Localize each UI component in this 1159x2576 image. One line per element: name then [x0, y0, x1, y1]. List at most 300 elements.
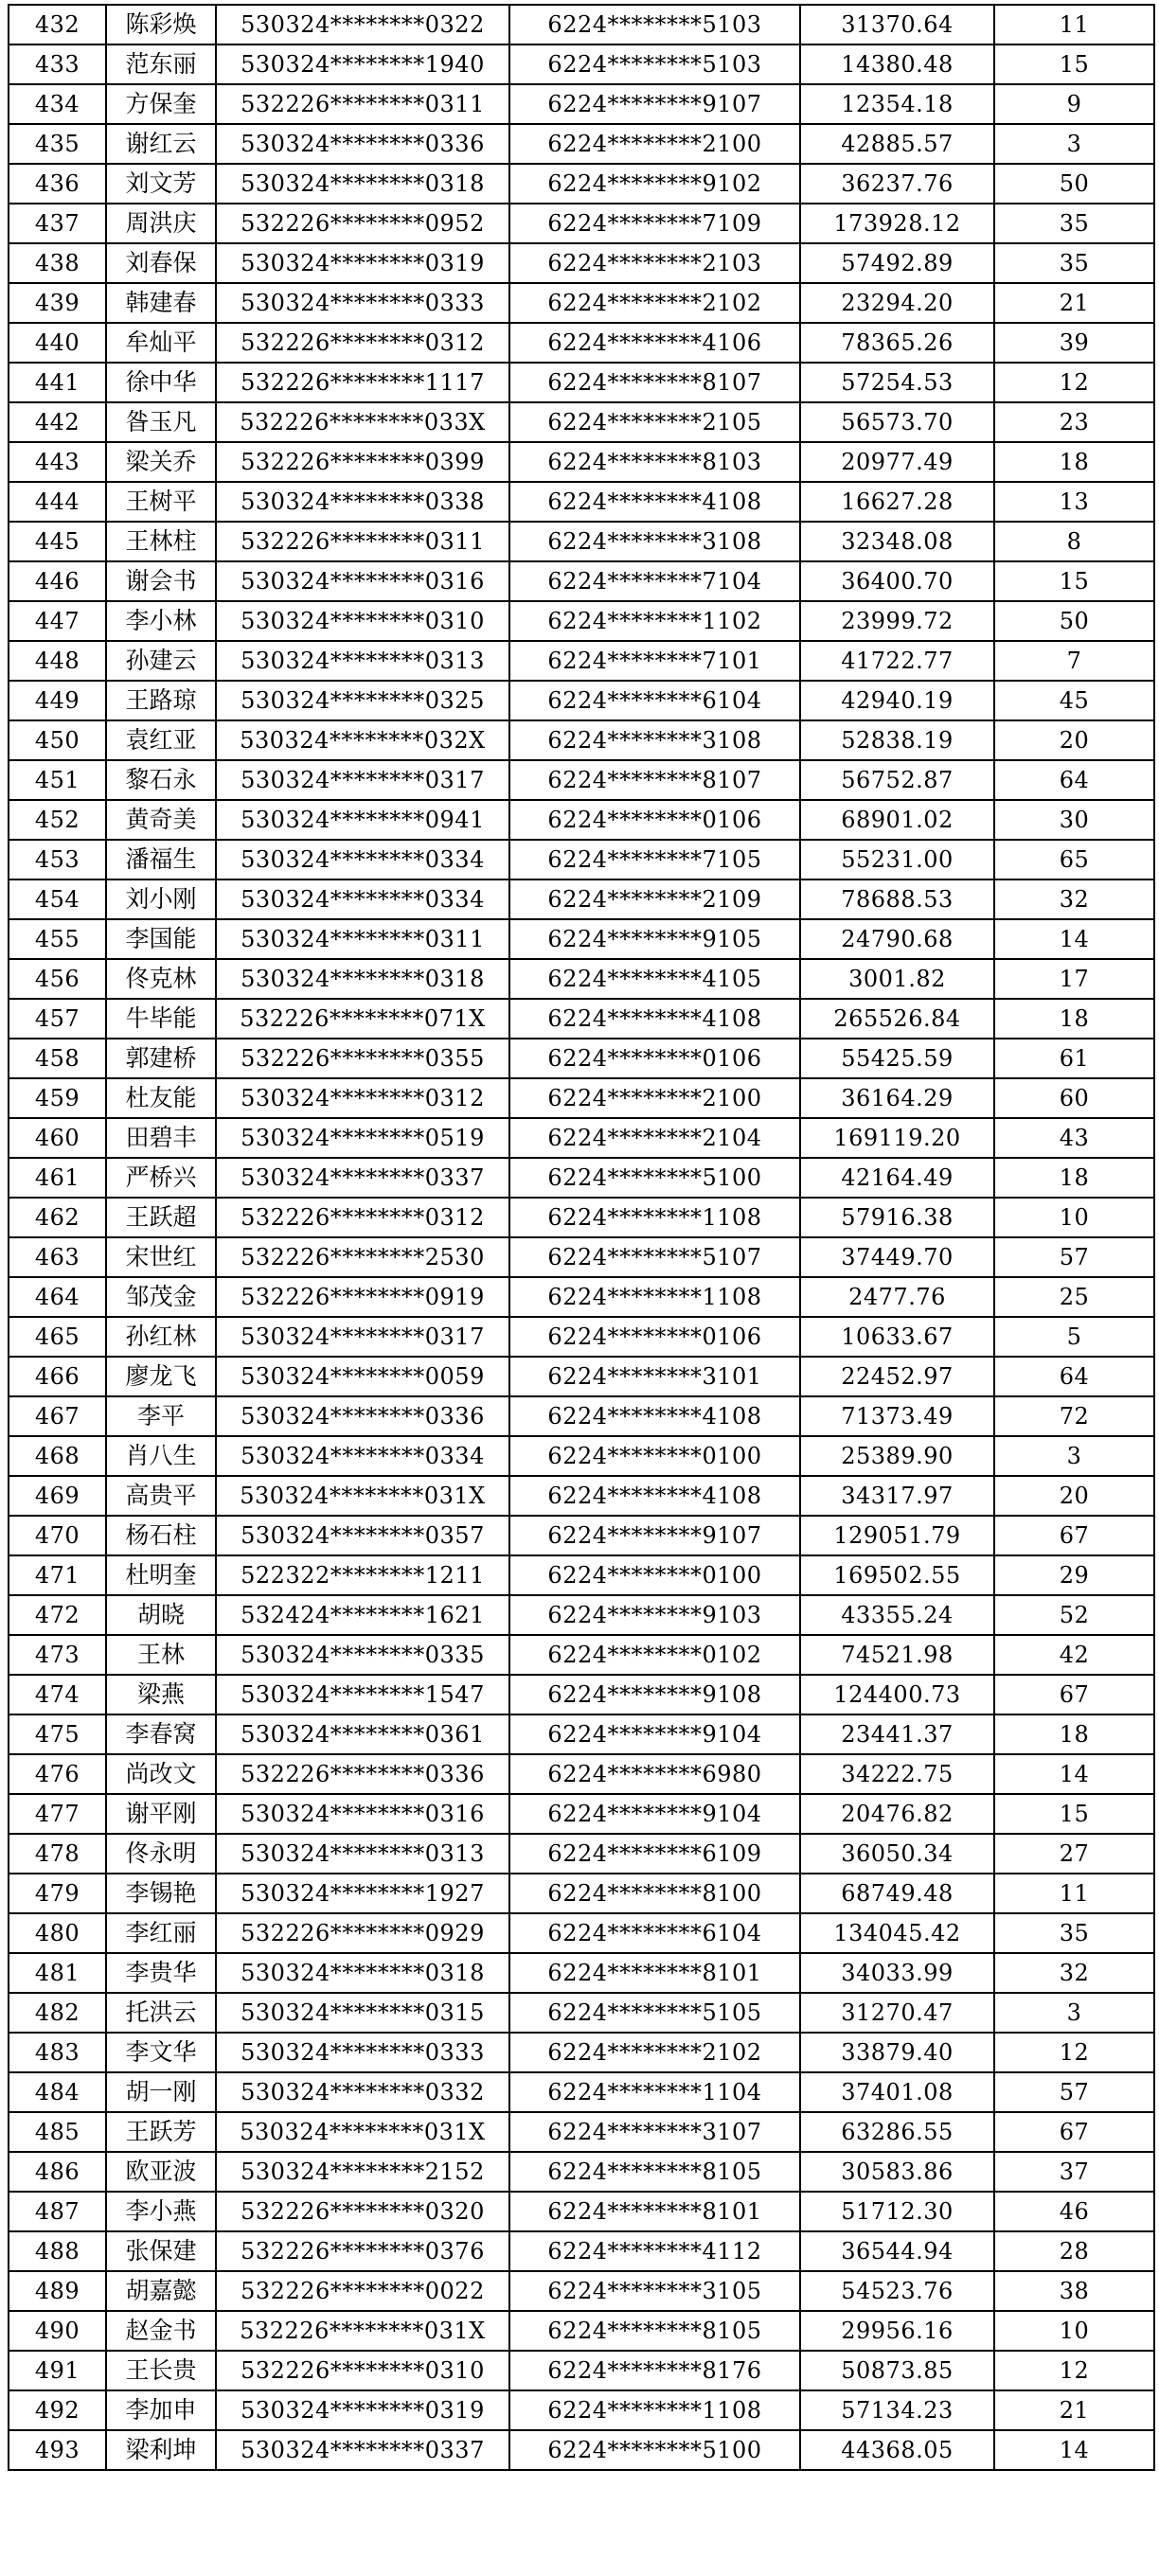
cell-name: 谢红云 — [106, 124, 216, 164]
cell-serial-number: 447 — [9, 601, 106, 641]
cell-name: 肖八生 — [106, 1436, 216, 1476]
cell-amount: 36050.34 — [800, 1834, 994, 1874]
cell-card-number: 6224********0100 — [509, 1436, 800, 1476]
cell-serial-number: 471 — [9, 1555, 106, 1595]
cell-amount: 68749.48 — [800, 1874, 994, 1913]
cell-serial-number: 456 — [9, 959, 106, 999]
cell-card-number: 6224********4105 — [509, 959, 800, 999]
cell-serial-number: 453 — [9, 840, 106, 879]
cell-serial-number: 487 — [9, 2192, 106, 2231]
cell-id-number: 532226********033X — [216, 402, 509, 442]
cell-amount: 169119.20 — [800, 1118, 994, 1158]
cell-amount: 36164.29 — [800, 1078, 994, 1118]
cell-amount: 54523.76 — [800, 2271, 994, 2311]
cell-name: 陈彩焕 — [106, 5, 216, 44]
table-row — [9, 442, 1154, 482]
cell-count: 14 — [994, 2430, 1154, 2470]
cell-count: 38 — [994, 2271, 1154, 2311]
cell-name: 谢会书 — [106, 561, 216, 601]
table-row — [9, 919, 1154, 959]
cell-id-number: 532226********0312 — [216, 323, 509, 363]
cell-count: 3 — [994, 124, 1154, 164]
cell-serial-number: 493 — [9, 2430, 106, 2470]
table-row — [9, 84, 1154, 124]
cell-serial-number: 440 — [9, 323, 106, 363]
table-row — [9, 2430, 1154, 2470]
cell-amount: 31270.47 — [800, 1993, 994, 2033]
cell-count: 30 — [994, 800, 1154, 840]
cell-id-number: 530324********1940 — [216, 44, 509, 84]
table-row — [9, 243, 1154, 283]
cell-card-number: 6224********3101 — [509, 1357, 800, 1396]
table-row — [9, 5, 1154, 44]
cell-amount: 68901.02 — [800, 800, 994, 840]
cell-serial-number: 462 — [9, 1198, 106, 1237]
cell-card-number: 6224********3107 — [509, 2112, 800, 2152]
table-row — [9, 561, 1154, 601]
table-row — [9, 363, 1154, 402]
table-row — [9, 1754, 1154, 1794]
cell-card-number: 6224********9103 — [509, 1595, 800, 1635]
cell-card-number: 6224********2100 — [509, 124, 800, 164]
cell-amount: 42940.19 — [800, 681, 994, 720]
table-row — [9, 2231, 1154, 2271]
cell-name: 王林柱 — [106, 522, 216, 561]
cell-serial-number: 467 — [9, 1396, 106, 1436]
cell-count: 64 — [994, 1357, 1154, 1396]
cell-name: 托洪云 — [106, 1993, 216, 2033]
cell-id-number: 530324********1547 — [216, 1675, 509, 1714]
cell-card-number: 6224********1108 — [509, 2390, 800, 2430]
cell-card-number: 6224********9102 — [509, 164, 800, 204]
table-row — [9, 124, 1154, 164]
cell-name: 李小燕 — [106, 2192, 216, 2231]
cell-serial-number: 472 — [9, 1595, 106, 1635]
cell-serial-number: 457 — [9, 999, 106, 1039]
cell-id-number: 530324********0313 — [216, 641, 509, 681]
cell-name: 郭建桥 — [106, 1039, 216, 1078]
cell-serial-number: 490 — [9, 2311, 106, 2351]
cell-serial-number: 479 — [9, 1874, 106, 1913]
cell-id-number: 530324********0333 — [216, 2033, 509, 2072]
cell-card-number: 6224********0106 — [509, 1317, 800, 1357]
cell-card-number: 6224********0102 — [509, 1635, 800, 1675]
cell-card-number: 6224********9104 — [509, 1794, 800, 1834]
table-row — [9, 2351, 1154, 2390]
cell-name: 梁关乔 — [106, 442, 216, 482]
cell-name: 孙建云 — [106, 641, 216, 681]
cell-card-number: 6224********8107 — [509, 760, 800, 800]
cell-card-number: 6224********0106 — [509, 1039, 800, 1078]
cell-card-number: 6224********4106 — [509, 323, 800, 363]
cell-id-number: 530324********0334 — [216, 1436, 509, 1476]
table-row — [9, 1078, 1154, 1118]
cell-amount: 74521.98 — [800, 1635, 994, 1675]
cell-amount: 2477.76 — [800, 1277, 994, 1317]
cell-count: 20 — [994, 1476, 1154, 1516]
cell-amount: 78365.26 — [800, 323, 994, 363]
table-row — [9, 800, 1154, 840]
cell-id-number: 530324********0338 — [216, 482, 509, 522]
cell-count: 8 — [994, 522, 1154, 561]
table-row — [9, 1794, 1154, 1834]
cell-amount: 3001.82 — [800, 959, 994, 999]
cell-count: 15 — [994, 44, 1154, 84]
table-row — [9, 323, 1154, 363]
cell-serial-number: 451 — [9, 760, 106, 800]
cell-serial-number: 483 — [9, 2033, 106, 2072]
cell-id-number: 530324********032X — [216, 720, 509, 760]
cell-name: 孙红林 — [106, 1317, 216, 1357]
cell-id-number: 530324********0316 — [216, 1794, 509, 1834]
cell-card-number: 6224********5105 — [509, 1993, 800, 2033]
cell-serial-number: 442 — [9, 402, 106, 442]
cell-card-number: 6224********8176 — [509, 2351, 800, 2390]
cell-name: 潘福生 — [106, 840, 216, 879]
cell-id-number: 530324********0316 — [216, 561, 509, 601]
cell-serial-number: 492 — [9, 2390, 106, 2430]
cell-card-number: 6224********2102 — [509, 2033, 800, 2072]
table-row — [9, 1476, 1154, 1516]
cell-id-number: 532226********1117 — [216, 363, 509, 402]
cell-amount: 24790.68 — [800, 919, 994, 959]
cell-name: 杜友能 — [106, 1078, 216, 1118]
cell-serial-number: 435 — [9, 124, 106, 164]
cell-amount: 56752.87 — [800, 760, 994, 800]
cell-serial-number: 454 — [9, 879, 106, 919]
cell-count: 18 — [994, 999, 1154, 1039]
cell-name: 杜明奎 — [106, 1555, 216, 1595]
cell-serial-number: 484 — [9, 2072, 106, 2112]
table-row — [9, 1595, 1154, 1635]
cell-count: 39 — [994, 323, 1154, 363]
cell-amount: 52838.19 — [800, 720, 994, 760]
cell-amount: 16627.28 — [800, 482, 994, 522]
table-row — [9, 1198, 1154, 1237]
cell-name: 方保奎 — [106, 84, 216, 124]
table-row — [9, 1993, 1154, 2033]
cell-id-number: 532226********071X — [216, 999, 509, 1039]
cell-id-number: 530324********0361 — [216, 1714, 509, 1754]
cell-card-number: 6224********1108 — [509, 1198, 800, 1237]
cell-id-number: 530324********0335 — [216, 1635, 509, 1675]
cell-card-number: 6224********2109 — [509, 879, 800, 919]
cell-card-number: 6224********9104 — [509, 1714, 800, 1754]
cell-serial-number: 443 — [9, 442, 106, 482]
cell-id-number: 530324********0310 — [216, 601, 509, 641]
cell-name: 刘春保 — [106, 243, 216, 283]
cell-count: 17 — [994, 959, 1154, 999]
cell-serial-number: 488 — [9, 2231, 106, 2271]
cell-name: 王林 — [106, 1635, 216, 1675]
cell-count: 72 — [994, 1396, 1154, 1436]
cell-name: 韩建春 — [106, 283, 216, 323]
table-row — [9, 879, 1154, 919]
cell-count: 10 — [994, 1198, 1154, 1237]
table-row — [9, 1516, 1154, 1555]
cell-name: 李贵华 — [106, 1953, 216, 1993]
cell-card-number: 6224********1108 — [509, 1277, 800, 1317]
table-row — [9, 164, 1154, 204]
cell-amount: 56573.70 — [800, 402, 994, 442]
cell-amount: 34222.75 — [800, 1754, 994, 1794]
cell-amount: 20476.82 — [800, 1794, 994, 1834]
cell-id-number: 530324********0318 — [216, 959, 509, 999]
cell-serial-number: 436 — [9, 164, 106, 204]
cell-serial-number: 448 — [9, 641, 106, 681]
cell-count: 23 — [994, 402, 1154, 442]
cell-card-number: 6224********2102 — [509, 283, 800, 323]
cell-id-number: 530324********0315 — [216, 1993, 509, 2033]
cell-amount: 37401.08 — [800, 2072, 994, 2112]
cell-serial-number: 478 — [9, 1834, 106, 1874]
cell-count: 32 — [994, 1953, 1154, 1993]
cell-amount: 25389.90 — [800, 1436, 994, 1476]
cell-serial-number: 464 — [9, 1277, 106, 1317]
cell-id-number: 530324********031X — [216, 2112, 509, 2152]
cell-name: 王跃超 — [106, 1198, 216, 1237]
cell-amount: 169502.55 — [800, 1555, 994, 1595]
cell-serial-number: 444 — [9, 482, 106, 522]
cell-count: 61 — [994, 1039, 1154, 1078]
cell-name: 严桥兴 — [106, 1158, 216, 1198]
cell-card-number: 6224********8101 — [509, 1953, 800, 1993]
cell-id-number: 530324********0336 — [216, 1396, 509, 1436]
cell-card-number: 6224********9105 — [509, 919, 800, 959]
cell-id-number: 532226********0919 — [216, 1277, 509, 1317]
table-body — [9, 5, 1154, 2470]
cell-id-number: 530324********0337 — [216, 1158, 509, 1198]
cell-count: 52 — [994, 1595, 1154, 1635]
cell-name: 李国能 — [106, 919, 216, 959]
cell-amount: 32348.08 — [800, 522, 994, 561]
cell-count: 67 — [994, 1516, 1154, 1555]
table-row — [9, 959, 1154, 999]
cell-amount: 57254.53 — [800, 363, 994, 402]
cell-id-number: 532226********0355 — [216, 1039, 509, 1078]
cell-count: 65 — [994, 840, 1154, 879]
cell-id-number: 532424********1621 — [216, 1595, 509, 1635]
cell-serial-number: 434 — [9, 84, 106, 124]
cell-amount: 42885.57 — [800, 124, 994, 164]
table-row — [9, 1317, 1154, 1357]
table-row — [9, 1675, 1154, 1714]
cell-name: 高贵平 — [106, 1476, 216, 1516]
cell-count: 18 — [994, 1158, 1154, 1198]
cell-card-number: 6224********2104 — [509, 1118, 800, 1158]
cell-amount: 43355.24 — [800, 1595, 994, 1635]
table-row — [9, 840, 1154, 879]
cell-serial-number: 459 — [9, 1078, 106, 1118]
cell-card-number: 6224********7104 — [509, 561, 800, 601]
cell-id-number: 530324********0317 — [216, 1317, 509, 1357]
cell-count: 15 — [994, 561, 1154, 601]
cell-name: 牟灿平 — [106, 323, 216, 363]
cell-count: 11 — [994, 1874, 1154, 1913]
cell-card-number: 6224********8105 — [509, 2311, 800, 2351]
table-row — [9, 1436, 1154, 1476]
cell-serial-number: 481 — [9, 1953, 106, 1993]
cell-serial-number: 486 — [9, 2152, 106, 2192]
cell-count: 57 — [994, 1237, 1154, 1277]
cell-serial-number: 491 — [9, 2351, 106, 2390]
table-row — [9, 2112, 1154, 2152]
cell-count: 67 — [994, 2112, 1154, 2152]
cell-serial-number: 439 — [9, 283, 106, 323]
cell-id-number: 530324********0357 — [216, 1516, 509, 1555]
cell-name: 王路琼 — [106, 681, 216, 720]
table-row — [9, 760, 1154, 800]
cell-serial-number: 476 — [9, 1754, 106, 1794]
cell-count: 18 — [994, 442, 1154, 482]
cell-card-number: 6224********8107 — [509, 363, 800, 402]
cell-serial-number: 438 — [9, 243, 106, 283]
cell-amount: 29956.16 — [800, 2311, 994, 2351]
cell-amount: 50873.85 — [800, 2351, 994, 2390]
cell-serial-number: 466 — [9, 1357, 106, 1396]
cell-count: 35 — [994, 1913, 1154, 1953]
cell-name: 宋世红 — [106, 1237, 216, 1277]
cell-name: 胡一刚 — [106, 2072, 216, 2112]
cell-serial-number: 452 — [9, 800, 106, 840]
cell-count: 25 — [994, 1277, 1154, 1317]
cell-name: 范东丽 — [106, 44, 216, 84]
cell-name: 黎石永 — [106, 760, 216, 800]
cell-card-number: 6224********9107 — [509, 84, 800, 124]
table-row — [9, 601, 1154, 641]
cell-amount: 57134.23 — [800, 2390, 994, 2430]
cell-id-number: 530324********0312 — [216, 1078, 509, 1118]
table-row — [9, 999, 1154, 1039]
cell-amount: 34317.97 — [800, 1476, 994, 1516]
table-row — [9, 2072, 1154, 2112]
cell-count: 57 — [994, 2072, 1154, 2112]
cell-amount: 124400.73 — [800, 1675, 994, 1714]
cell-id-number: 530324********0941 — [216, 800, 509, 840]
cell-count: 10 — [994, 2311, 1154, 2351]
cell-amount: 57492.89 — [800, 243, 994, 283]
cell-amount: 173928.12 — [800, 204, 994, 243]
cell-amount: 55425.59 — [800, 1039, 994, 1078]
cell-serial-number: 485 — [9, 2112, 106, 2152]
cell-card-number: 6224********1102 — [509, 601, 800, 641]
cell-id-number: 530324********0311 — [216, 919, 509, 959]
table-row — [9, 1237, 1154, 1277]
table-row — [9, 2033, 1154, 2072]
table-row — [9, 1277, 1154, 1317]
cell-count: 37 — [994, 2152, 1154, 2192]
cell-card-number: 6224********2105 — [509, 402, 800, 442]
table-row — [9, 1953, 1154, 1993]
cell-serial-number: 473 — [9, 1635, 106, 1675]
cell-id-number: 530324********0334 — [216, 840, 509, 879]
cell-count: 18 — [994, 1714, 1154, 1754]
cell-id-number: 532226********0399 — [216, 442, 509, 482]
cell-name: 胡嘉懿 — [106, 2271, 216, 2311]
cell-amount: 44368.05 — [800, 2430, 994, 2470]
cell-id-number: 532226********0952 — [216, 204, 509, 243]
cell-card-number: 6224********5100 — [509, 1158, 800, 1198]
cell-count: 28 — [994, 2231, 1154, 2271]
cell-name: 王树平 — [106, 482, 216, 522]
cell-amount: 23999.72 — [800, 601, 994, 641]
cell-count: 20 — [994, 720, 1154, 760]
cell-serial-number: 449 — [9, 681, 106, 720]
cell-name: 梁燕 — [106, 1675, 216, 1714]
cell-count: 14 — [994, 919, 1154, 959]
table-row — [9, 1834, 1154, 1874]
cell-name: 尚改文 — [106, 1754, 216, 1794]
cell-count: 9 — [994, 84, 1154, 124]
cell-id-number: 530324********0325 — [216, 681, 509, 720]
cell-name: 牛毕能 — [106, 999, 216, 1039]
cell-name: 李平 — [106, 1396, 216, 1436]
cell-name: 李锡艳 — [106, 1874, 216, 1913]
cell-serial-number: 463 — [9, 1237, 106, 1277]
cell-amount: 20977.49 — [800, 442, 994, 482]
cell-amount: 134045.42 — [800, 1913, 994, 1953]
table-row — [9, 1635, 1154, 1675]
cell-card-number: 6224********5103 — [509, 5, 800, 44]
cell-id-number: 530324********2152 — [216, 2152, 509, 2192]
cell-count: 12 — [994, 363, 1154, 402]
cell-card-number: 6224********6980 — [509, 1754, 800, 1794]
cell-card-number: 6224********5100 — [509, 2430, 800, 2470]
cell-amount: 23294.20 — [800, 283, 994, 323]
table-row — [9, 1396, 1154, 1436]
table-row — [9, 2271, 1154, 2311]
cell-name: 田碧丰 — [106, 1118, 216, 1158]
cell-count: 46 — [994, 2192, 1154, 2231]
table-row — [9, 2152, 1154, 2192]
cell-card-number: 6224********6104 — [509, 1913, 800, 1953]
cell-serial-number: 489 — [9, 2271, 106, 2311]
cell-count: 35 — [994, 204, 1154, 243]
cell-amount: 36544.94 — [800, 2231, 994, 2271]
cell-amount: 63286.55 — [800, 2112, 994, 2152]
cell-serial-number: 477 — [9, 1794, 106, 1834]
table-row — [9, 2311, 1154, 2351]
cell-id-number: 532226********0320 — [216, 2192, 509, 2231]
cell-count: 21 — [994, 2390, 1154, 2430]
cell-count: 29 — [994, 1555, 1154, 1595]
cell-amount: 10633.67 — [800, 1317, 994, 1357]
cell-count: 12 — [994, 2351, 1154, 2390]
cell-name: 廖龙飞 — [106, 1357, 216, 1396]
cell-serial-number: 432 — [9, 5, 106, 44]
cell-card-number: 6224********2100 — [509, 1078, 800, 1118]
cell-card-number: 6224********4108 — [509, 1476, 800, 1516]
cell-amount: 14380.48 — [800, 44, 994, 84]
cell-id-number: 532226********031X — [216, 2311, 509, 2351]
table-row — [9, 1118, 1154, 1158]
cell-card-number: 6224********3105 — [509, 2271, 800, 2311]
cell-count: 64 — [994, 760, 1154, 800]
cell-id-number: 530324********0332 — [216, 2072, 509, 2112]
cell-amount: 22452.97 — [800, 1357, 994, 1396]
cell-name: 梁利坤 — [106, 2430, 216, 2470]
cell-name: 胡晓 — [106, 1595, 216, 1635]
cell-id-number: 532226********2530 — [216, 1237, 509, 1277]
cell-card-number: 6224********5107 — [509, 1237, 800, 1277]
cell-count: 13 — [994, 482, 1154, 522]
cell-name: 赵金书 — [106, 2311, 216, 2351]
table-row — [9, 1158, 1154, 1198]
cell-serial-number: 474 — [9, 1675, 106, 1714]
cell-card-number: 6224********5103 — [509, 44, 800, 84]
cell-name: 谢平刚 — [106, 1794, 216, 1834]
cell-card-number: 6224********0100 — [509, 1555, 800, 1595]
